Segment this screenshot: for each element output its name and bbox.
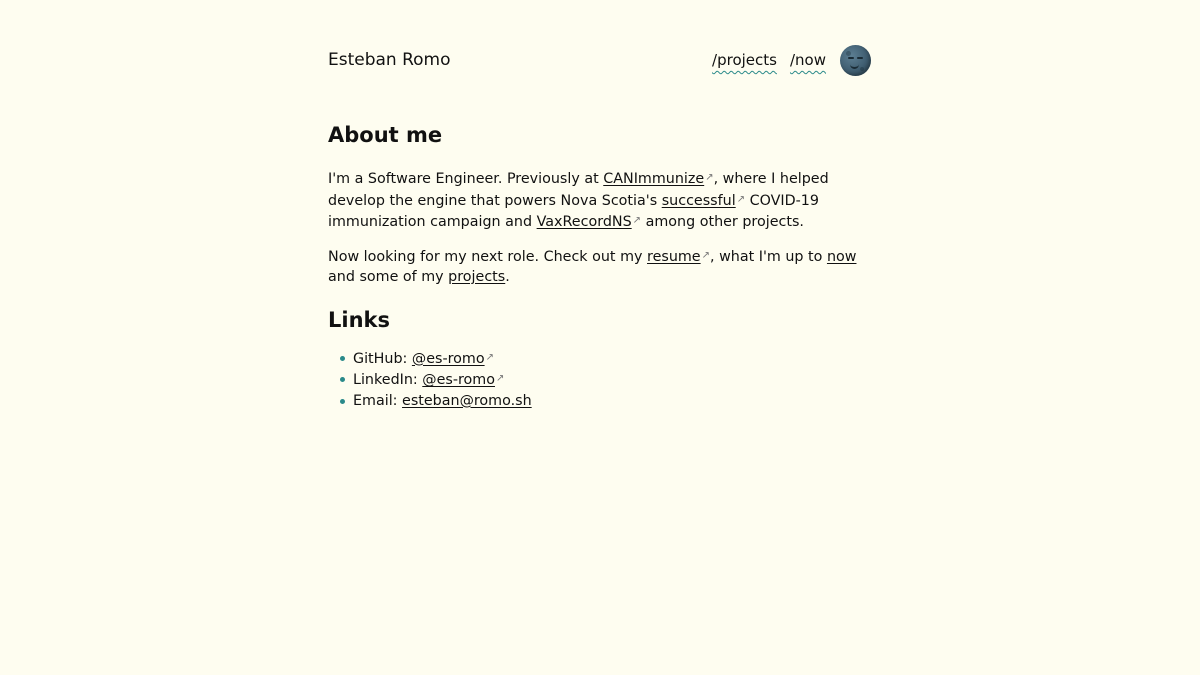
email-link[interactable]: esteban@romo.sh [402,392,532,409]
main-content [328,120,873,411]
list-item-email [328,391,873,412]
about-p1-text-4: among other projects. [641,214,804,230]
successful-link[interactable]: successful [661,192,736,209]
site-header [328,44,871,76]
moon-face-icon[interactable] [840,45,871,76]
external-link-icon: ↗ [495,373,505,384]
external-link-icon: ↗ [705,172,714,183]
moon-crater [860,67,864,71]
projects-link[interactable]: projects [448,269,506,285]
now-link[interactable]: now [826,248,857,265]
canimmunize-link[interactable]: CANImmunize [603,171,705,187]
site-title-link[interactable]: Esteban Romo [328,50,451,70]
main-nav [699,44,871,76]
bullet-icon [340,399,345,404]
about-p2-text-1: Now looking for my next role. Check out my [328,248,648,265]
moon-eye-right [857,57,863,59]
links-heading: Links [328,307,390,332]
about-p1-text-2: , where I helped develop the engine that powers Nova Scotia's [328,171,829,209]
nav-link-projects[interactable]: /projects [712,51,777,69]
nav-link-now[interactable]: /now [789,51,826,69]
github-link[interactable]: @es-romo [411,350,485,367]
bullet-icon [340,377,345,382]
links-list [328,348,873,412]
about-heading: About me [328,123,443,147]
linkedin-label: LinkedIn: [353,372,423,388]
linkedin-link[interactable]: @es-romo [422,372,495,388]
email-label: Email: [353,392,403,409]
vaxrecordns-link[interactable]: VaxRecordNS [536,214,632,230]
external-link-icon: ↗ [632,215,642,226]
about-paragraph-2 [328,246,873,288]
moon-mouth [850,63,859,69]
moon-crater [846,51,851,56]
resume-link[interactable]: resume [647,248,701,265]
about-p1-text-3: COVID-19 immunization campaign and [328,192,819,230]
about-p2-text-3: and some of my [328,269,449,285]
external-link-icon: ↗ [485,351,494,363]
about-p2-text-2: , what I'm up to [710,248,827,265]
github-label: GitHub: [353,350,412,367]
external-link-icon: ↗ [701,249,710,261]
about-paragraph-1 [328,168,873,233]
bullet-icon [340,356,345,361]
about-p2-text-4: . [505,269,510,285]
external-link-icon: ↗ [736,193,746,205]
moon-eye-left [848,57,854,59]
about-p1-text-1: I'm a Software Engineer. Previously at [328,171,604,187]
list-item-github [328,348,873,370]
list-item-linkedin [328,369,873,391]
